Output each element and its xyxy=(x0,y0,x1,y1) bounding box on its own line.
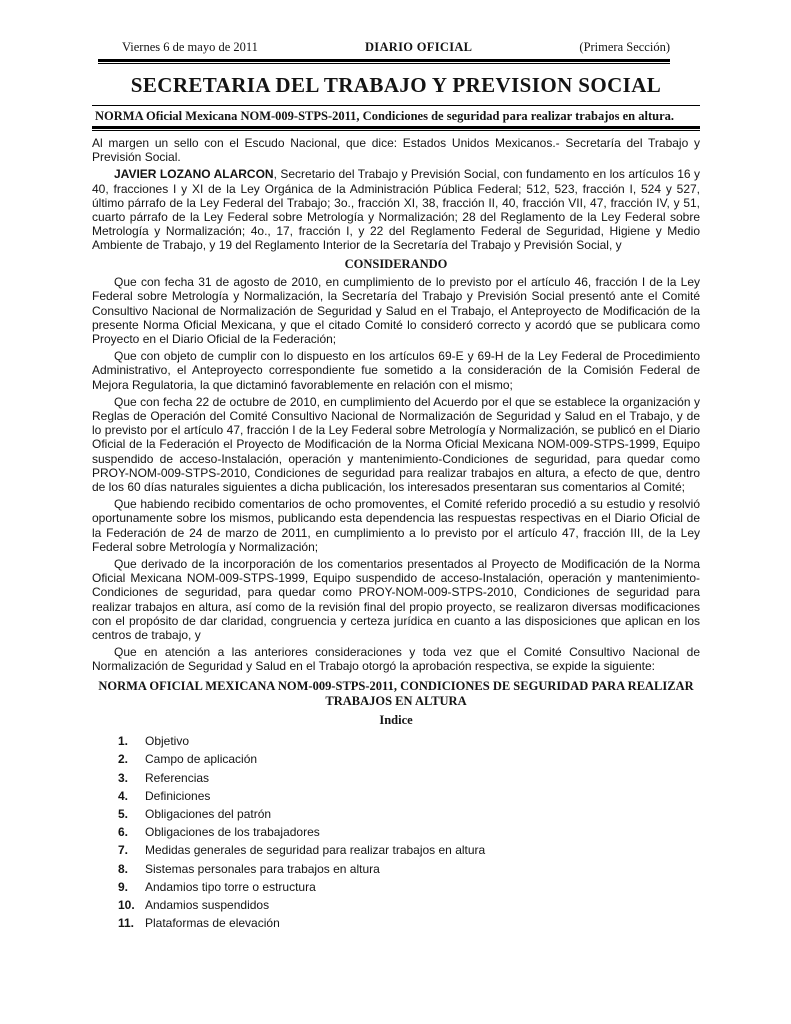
index-item-number: 8. xyxy=(118,861,129,876)
index-item-number: 5. xyxy=(118,806,129,821)
index-item-label: Obligaciones del patrón xyxy=(145,806,272,821)
index-item-number: 10. xyxy=(118,897,135,912)
index-item-number: 7. xyxy=(118,843,129,858)
index-item-number: 2. xyxy=(118,752,129,767)
index-item-label: Medidas generales de seguridad para realizar trabajos en altura xyxy=(145,843,486,858)
header-date: Viernes 6 de mayo de 2011 xyxy=(122,40,258,54)
norma-title-heading: NORMA OFICIAL MEXICANA NOM-009-STPS-2011, CONDICIONES DE SEGURIDAD PARA REALIZAR TRABAJOS EN ALTURA xyxy=(98,678,694,709)
index-heading: Indice xyxy=(379,712,413,727)
index-item xyxy=(118,916,700,930)
index-item-number: 4. xyxy=(118,788,129,803)
index-item-label: Andamios suspendidos xyxy=(145,897,270,912)
index-item xyxy=(118,752,700,766)
index-item-label: Sistemas personales para trabajos en altura xyxy=(145,861,380,876)
considerando-paragraph-1: Que con fecha 31 de agosto de 2010, en cumplimiento de lo previsto por el artículo 46, fracción I de la Ley Federal sobre Metrología y Normalización, la Secretaría del Trabajo y Previsión Social presentó ante el Comité Consultivo Nacional de Normalización de Seguridad y Salud en el Trabajo, el Anteproyecto de Modificación de la presente Norma Oficial Mexicana, y que el citado Comité lo consideró correcto y acordó que se publicara como Proyecto en el Diario Oficial de la Federación; xyxy=(92,275,700,346)
index-item-number: 9. xyxy=(118,879,129,894)
index-item xyxy=(118,789,700,803)
considerando-heading: CONSIDERANDO xyxy=(344,256,448,271)
index-item xyxy=(118,771,700,785)
index-item-label: Plataformas de elevación xyxy=(145,916,280,931)
index-item xyxy=(118,825,700,839)
index-item-label: Objetivo xyxy=(145,734,190,749)
norma-divider-rule xyxy=(92,126,700,131)
index-item-number: 11. xyxy=(118,916,135,931)
header-publication-name: DIARIO OFICIAL xyxy=(364,40,473,54)
considerando-paragraph-6: Que en atención a las anteriores consideraciones y toda vez que el Comité Consultivo Nacional de Normalización de Seguridad y Salud en el Trabajo otorgó la aprobación respectiva, se expide la siguiente: xyxy=(92,645,700,674)
index-item xyxy=(118,880,700,894)
index-item xyxy=(118,807,700,821)
considerando-paragraph-3: Que con fecha 22 de octubre de 2010, en cumplimiento del Acuerdo por el que se establece la organización y Reglas de Operación del Comité Consultivo Nacional de Normalización de Seguridad y Salud en el Trabajo, y de lo previsto por el artículo 47, fracción I de la Ley Federal sobre Metrología y Normalización, se publicó en el Diario Oficial de la Federación el Proyecto de Modificación de la Norma Oficial Mexicana NOM-009-STPS-1999, Equipo suspendido de acceso-Instalación, operación y mantenimiento-Condiciones de seguridad, para quedar como PROY-NOM-009-STPS-2010, Condiciones de seguridad para realizar trabajos en altura, a efecto de que, dentro de los 60 días naturales siguientes a dicha publicación, los interesados presentaran sus comentarios al Comité; xyxy=(92,394,700,494)
index-item-label: Definiciones xyxy=(145,788,211,803)
header-divider-rule xyxy=(98,59,670,64)
index-item-number: 3. xyxy=(118,770,129,785)
intro-paragraph-text: , Secretario del Trabajo y Previsión Social, con fundamento en los artículos 16 y 40, fracciones I y XI de la Ley Orgánica de la Administración Pública Federal; 512, 523, fracción I, 524 y 527, último párrafo de la Ley Federal del Trabajo; 3o., fracción XI, 38, fracción II, 40, fracción VII, 47, fracción IV, y 51, cuarto párrafo de la Ley Federal sobre Metrología y Normalización; 28 del Reglamento de la Ley Federal sobre Metrología y Normalización; 4o., 17, fracción I, y 22 del Reglamento Federal de Seguridad, Higiene y Medio Ambiente de Trabajo, y 19 del Reglamento Interior de la Secretaría del Trabajo y Previsión Social, y xyxy=(92,167,700,253)
considerando-paragraph-5: Que derivado de la incorporación de los comentarios presentados al Proyecto de Modificación de la Norma Oficial Mexicana NOM-009-STPS-1999, Equipo suspendido de acceso-Instalación, operación y mantenimiento-Condiciones de seguridad, para quedar como PROY-NOM-009-STPS-2010, Condiciones de seguridad para realizar trabajos en altura, así como de la revisión final del propio proyecto, se realizaron diversas modificaciones con el propósito de dar claridad, congruencia y certeza jurídica en cuanto a las disposiciones que aplican en los centros de trabajo, y xyxy=(92,556,700,642)
considerando-paragraph-2: Que con objeto de cumplir con lo dispuesto en los artículos 69-E y 69-H de la Ley Federal de Procedimiento Administrativo, el Anteproyecto correspondiente fue sometido a la consideración de la Comisión Federal de Mejora Regulatoria, la que dictaminó favorablemente en relación con el mismo; xyxy=(92,349,700,392)
index-list xyxy=(92,734,700,930)
header-section-label: (Primera Sección) xyxy=(579,40,670,54)
margin-note-paragraph: Al margen un sello con el Escudo Nacional, que dice: Estados Unidos Mexicanos.- Secretaría del Trabajo y Previsión Social. xyxy=(92,136,700,165)
index-item-label: Obligaciones de los trabajadores xyxy=(145,825,320,840)
index-item xyxy=(118,862,700,876)
index-item xyxy=(118,898,700,912)
index-item xyxy=(118,734,700,748)
index-item-number: 6. xyxy=(118,825,129,840)
secretary-name: JAVIER LOZANO ALARCON xyxy=(114,167,274,182)
document-body xyxy=(92,136,700,930)
index-item-label: Referencias xyxy=(145,770,210,785)
page-running-head xyxy=(98,40,670,59)
index-item-number: 1. xyxy=(118,734,129,749)
agency-title: SECRETARIA DEL TRABAJO Y PREVISION SOCIAL xyxy=(130,73,662,97)
intro-paragraph xyxy=(92,167,700,252)
considerando-paragraph-4: Que habiendo recibido comentarios de ocho promoventes, el Comité referido procedió a su estudio y resolvió oportunamente sobre los mismos, publicando esta dependencia las respuestas respectivas en el Diario Oficial de la Federación de 24 de marzo de 2011, en cumplimiento a lo previsto por el artículo 47, fracción III, de la Ley Federal sobre Metrología y Normalización; xyxy=(92,497,700,554)
norma-headline: NORMA Oficial Mexicana NOM-009-STPS-2011, Condiciones de seguridad para realizar trabajos en altura. xyxy=(92,105,700,126)
index-item-label: Andamios tipo torre o estructura xyxy=(145,879,316,894)
index-item-label: Campo de aplicación xyxy=(145,752,258,767)
index-item xyxy=(118,843,700,857)
